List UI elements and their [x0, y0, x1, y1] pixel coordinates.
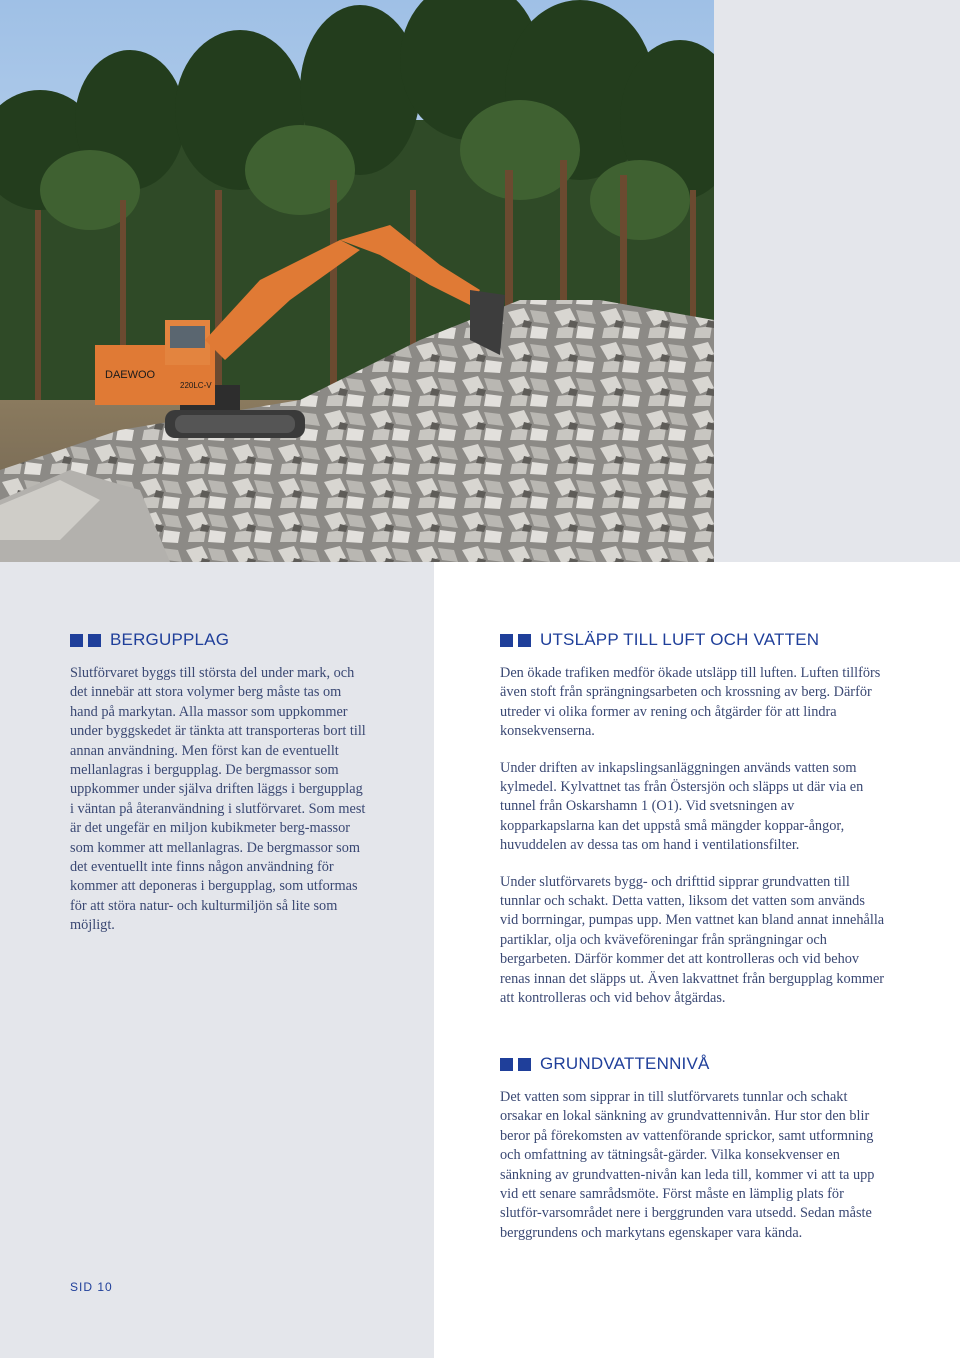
heading-text: UTSLÄPP TILL LUFT OCH VATTEN: [540, 630, 820, 649]
bullet-square-icon: [518, 1058, 531, 1071]
bullet-square-icon: [500, 634, 513, 647]
section-heading: [70, 630, 370, 650]
bullet-square-icon: [70, 634, 83, 647]
bullet-square-icon: [500, 1058, 513, 1071]
heading-text: GRUNDVATTENNIVÅ: [540, 1054, 710, 1073]
bullet-square-icon: [88, 634, 101, 647]
page-number: SID 10: [70, 1280, 113, 1294]
machine-brand-label: DAEWOO: [105, 369, 156, 381]
bullet-square-icon: [518, 634, 531, 647]
paragraph: Under slutförvarets bygg- och drifttid sipprar grundvatten till tunnlar och schakt. Detta vatten, liksom det vatten som används vid borrningar, pumpas upp. Men vattnet kan bland annat innehålla partiklar, olja och kväveföreningar från sprängningar och bergarbeten. Därför kommer det att kontrolleras och vid behov renas innan det släpps ut. Även lakvattnet från bergupplag kommer att kontrolleras och vid behov åtgärdas.: [500, 873, 885, 1007]
excavator-photo: [0, 0, 714, 562]
section-heading: [500, 630, 885, 650]
section-utslapp: [500, 630, 885, 1026]
section-bergupplag: [70, 630, 370, 953]
paragraph: Den ökade trafiken medför ökade utsläpp till luften. Luften tillförs även stoft från sprängningsarbeten och krossning av berg. Därför utreder vi olika former av rening och åtgärder för att lindra konsekvenserna.: [500, 665, 881, 740]
grey-panel-top: [714, 0, 960, 562]
paragraph: Slutförvaret byggs till största del under mark, och det innebär att stora volymer berg måste tas om hand på markytan. Alla massor som uppkommer under byggskedet är tänkta att transporteras bort till annan användning. Men först kan de eventuellt mellanlagras i bergupplag. De bergmassor som uppkommer under själva driften läggs i bergupplag i väntan på återanvändning i slutförvaret. Som mest är det ungefär en miljon kubikmeter berg-massor som kommer att mellanlagras. De bergmassor som det eventuellt inte finns någon användning för kommer att deponeras i bergupplag, som utformas för att störa natur- och kulturmiljön så lite som möjligt.: [70, 665, 366, 934]
section-grundvatten: [500, 1054, 885, 1260]
paragraph: Under driften av inkapslingsanläggningen används vatten som kylmedel. Kylvattnet tas från Östersjön och släpps ut där via en tunnel från Oskarshamn 1 (O1). Vid svetsningen av kopparkapslarna kan det uppstå små mängder koppar-ångor, huvuddelen av dessa tas om hand i ventilationsfilter.: [500, 759, 864, 854]
section-heading: [500, 1054, 885, 1074]
paragraph: Det vatten som sipprar in till slutförvarets tunnlar och schakt orsakar en lokal sänkning av grundvattennivån. Hur stor den blir beror på förekomsten av vattenförande sprickor, samt utformning och omfattning av tätningsåt-gärder. Vilka konsekvenser en sänkning av grundvatten-nivån kan leda till, kommer vi att ta upp vid ett senare samrådsmöte. Först måste en lämplig plats för slutför-varsområdet nere i berggrunden vara utsedd. Sedan måste berggrundens och markytans egenskaper vara kända.: [500, 1089, 875, 1241]
machine-model-label: 220LC-V: [180, 381, 212, 390]
heading-text: BERGUPPLAG: [110, 630, 230, 649]
